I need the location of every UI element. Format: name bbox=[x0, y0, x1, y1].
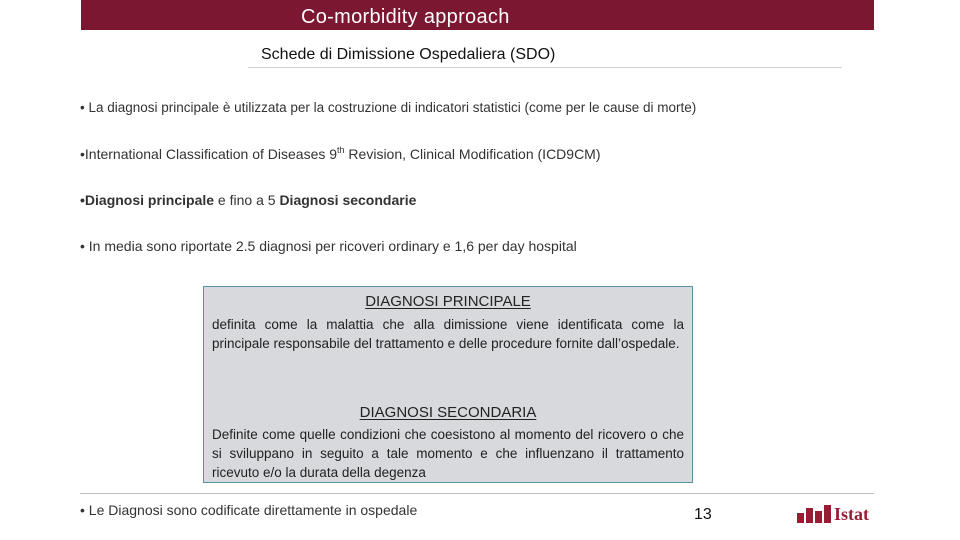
istat-logo-text: Istat bbox=[834, 504, 869, 524]
bullet-icd9cm-superscript: th bbox=[337, 145, 345, 155]
page-number: 13 bbox=[694, 506, 712, 523]
bullet-secondary-diagnosis-label: Diagnosi secondarie bbox=[279, 192, 417, 208]
title-bar bbox=[81, 0, 874, 30]
primary-diagnosis-heading-text: DIAGNOSI PRINCIPALE bbox=[365, 293, 531, 310]
bullet-primary-diagnosis-label: •Diagnosi principale bbox=[80, 192, 215, 208]
istat-logo bbox=[797, 503, 877, 525]
primary-diagnosis-definition: definita come la malattia che alla dimissione viene identificata come la principale responsabile del trattamento e delle procedure fornite dall’ospedale. bbox=[212, 317, 684, 351]
definition-box bbox=[203, 286, 693, 483]
istat-logo-icon bbox=[797, 505, 831, 523]
bullet-average-diagnoses: • In media sono riportate 2.5 diagnosi per ricoveri ordinary e 1,6 per day hospital bbox=[80, 238, 577, 254]
secondary-diagnosis-heading bbox=[204, 404, 692, 421]
secondary-diagnosis-definition: Definite come quelle condizioni che coesistono al momento del ricovero o che si sviluppano in seguito a tale momento e che influenzano il trattamento ricevuto e/o la durata della degenza bbox=[212, 427, 684, 480]
bullet-main-diagnosis-use: • La diagnosi principale è utilizzata per la costruzione di indicatori statistici (come per le cause di morte) bbox=[80, 100, 697, 115]
secondary-diagnosis-heading-text: DIAGNOSI SECONDARIA bbox=[359, 404, 537, 421]
subtitle: Schede di Dimissione Ospedaliera (SDO) bbox=[261, 46, 556, 63]
primary-diagnosis-heading bbox=[204, 293, 692, 310]
bullet-icd9cm-text-a: •International Classification of Diseases 9 bbox=[80, 146, 338, 162]
footer-bullet: • Le Diagnosi sono codificate direttamente in ospedale bbox=[80, 502, 418, 518]
subtitle-divider bbox=[248, 67, 842, 68]
slide-title: Co-morbidity approach bbox=[301, 6, 510, 28]
bullet-diagnosis-count bbox=[80, 192, 416, 208]
bullet-up-to-five-text: e fino a 5 bbox=[214, 192, 280, 208]
bullet-icd9cm-text-b: Revision, Clinical Modification (ICD9CM) bbox=[344, 146, 601, 162]
footer-divider bbox=[80, 493, 874, 494]
bullet-icd9cm bbox=[80, 146, 601, 162]
